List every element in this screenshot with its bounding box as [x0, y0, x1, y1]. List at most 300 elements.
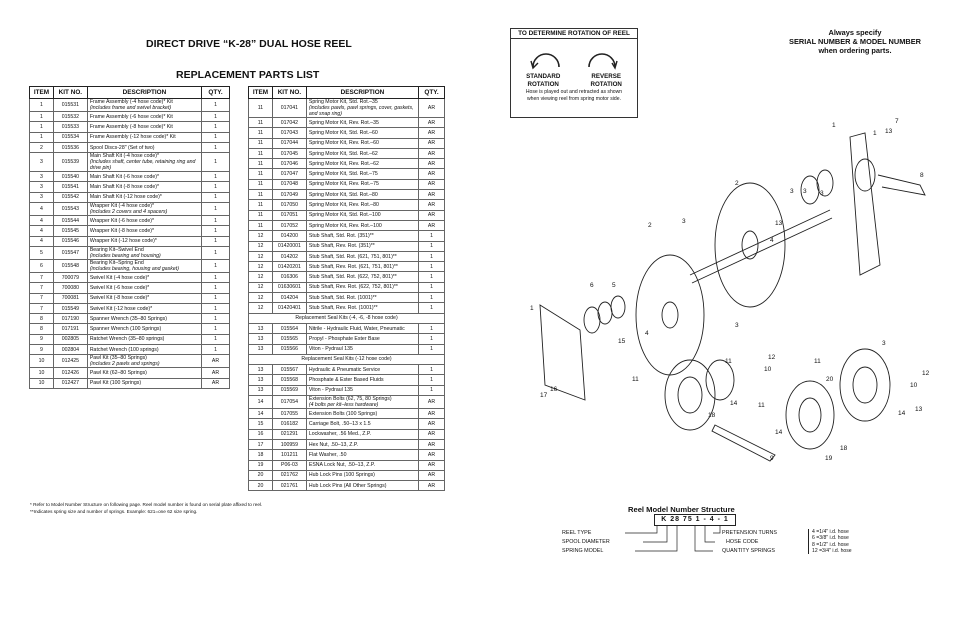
col-item: ITEM: [249, 87, 273, 99]
cell-kit: 016182: [272, 419, 306, 429]
part-callout: 9: [770, 455, 774, 462]
cell-item: 7: [30, 293, 54, 303]
cell-item: 11: [249, 210, 273, 220]
cell-kit: 101211: [272, 450, 306, 460]
table-row: [249, 396, 445, 409]
table-row: [249, 334, 445, 344]
part-callout: 14: [730, 400, 738, 407]
cell-qty: 1: [202, 142, 230, 152]
col-qty: QTY.: [419, 87, 445, 99]
cell-kit: 015564: [272, 323, 306, 333]
cell-desc: [87, 368, 201, 378]
cell-qty: AR: [202, 378, 230, 388]
cell-qty: 1: [202, 334, 230, 344]
desc-text: Spring Motor Kit, Std. Rot.–60: [308, 129, 378, 136]
cell-qty: AR: [419, 148, 445, 158]
cell-qty: AR: [202, 355, 230, 368]
desc-text: Spring Motor Kit, Std. Rot.–100: [308, 212, 381, 219]
desc-text: Ratchet Wrench (100 springs): [89, 346, 159, 353]
desc-text: Viton - Pydraul 135: [308, 387, 353, 394]
desc-subtext: (includes pawls, pawl springs, cover, gaskets, and snap ring): [308, 105, 414, 117]
table-row: [249, 344, 445, 354]
standard-rotation-label: STANDARD ROTATION: [526, 73, 561, 88]
cell-kit: 01420401: [272, 303, 306, 313]
desc-text: Spanner Wrench (35–80 Springs): [89, 315, 167, 322]
cell-item: 7: [30, 303, 54, 313]
cell-qty: 1: [202, 192, 230, 202]
cell-qty: 1: [202, 283, 230, 293]
table-row: [30, 355, 230, 368]
cell-qty: AR: [419, 118, 445, 128]
cell-item: 19: [249, 460, 273, 470]
table-row: [30, 226, 230, 236]
cell-kit: 017190: [53, 314, 87, 324]
part-callout: 13: [885, 128, 893, 135]
desc-text: Frame Assembly (-12 hose code)* Kit: [89, 134, 176, 141]
desc-text: Spring Motor Kit, Std. Rot.–62: [308, 150, 378, 157]
cell-kit: 015543: [53, 203, 87, 216]
label-quantity-springs: QUANTITY SPRINGS: [722, 548, 775, 554]
label-hose-code: HOSE CODE: [726, 539, 759, 545]
cell-qty: AR: [419, 450, 445, 460]
cell-desc: [306, 439, 418, 449]
col-item: ITEM: [30, 87, 54, 99]
cell-item: 11: [249, 118, 273, 128]
cell-item: 11: [249, 99, 273, 118]
cell-qty: AR: [419, 470, 445, 480]
table-row: [249, 409, 445, 419]
table-row: [30, 283, 230, 293]
desc-text: Stub Shaft, Std. Rot. (621, 751, 801)**: [308, 253, 397, 260]
table-row: [249, 241, 445, 251]
cell-qty: 1: [202, 122, 230, 132]
part-callout: 1: [530, 305, 534, 312]
desc-text: Hub Lock Pins (100 Springs): [308, 472, 375, 479]
label-spool-diameter: SPOOL DIAMETER: [562, 539, 610, 545]
model-structure-title: Reel Model Number Structure: [628, 505, 735, 514]
table-row: [30, 314, 230, 324]
cell-kit: 021761: [272, 481, 306, 491]
table-row: [30, 142, 230, 152]
desc-text: Swivel Kit (-8 hose code)*: [89, 295, 150, 302]
cell-desc: [87, 236, 201, 246]
cell-item: 3: [30, 172, 54, 182]
cell-item: 3: [30, 192, 54, 202]
part-callout: 3: [882, 340, 886, 347]
cell-qty: 1: [202, 203, 230, 216]
cell-kit: 01420001: [272, 241, 306, 251]
cell-item: 4: [30, 203, 54, 216]
desc-text: Stub Shaft, Rev. Rot. (622, 752, 801)**: [308, 284, 398, 291]
part-callout: 3: [803, 188, 807, 195]
cell-kit: 012427: [53, 378, 87, 388]
cell-desc: [306, 200, 418, 210]
cell-qty: 1: [202, 314, 230, 324]
table-row: [249, 169, 445, 179]
cell-kit: 015544: [53, 216, 87, 226]
part-callout: 7: [895, 118, 899, 125]
table-row: [249, 220, 445, 230]
cell-item: 5: [30, 246, 54, 259]
part-callout: 11: [758, 402, 765, 409]
cell-kit: 017054: [272, 396, 306, 409]
cell-qty: 1: [419, 385, 445, 395]
desc-text: Ratchet Wrench (35–80 springs): [89, 336, 165, 343]
cell-item: 13: [249, 385, 273, 395]
cell-qty: 1: [419, 272, 445, 282]
cell-kit: 021762: [272, 470, 306, 480]
cell-desc: [306, 159, 418, 169]
cell-kit: 015534: [53, 132, 87, 142]
cell-desc: [87, 226, 201, 236]
model-structure-leaders: [595, 525, 815, 555]
cell-item: 8: [30, 314, 54, 324]
footnote-2: **Indicates spring size and number of springs. Example: 621=one 62 size spring.: [30, 508, 198, 514]
part-callout: 4: [645, 330, 649, 337]
table-row: [249, 128, 445, 138]
cell-qty: AR: [419, 169, 445, 179]
cell-desc: [87, 334, 201, 344]
cell-qty: AR: [419, 220, 445, 230]
desc-text: Spool Discs-28" (Set of two): [89, 144, 155, 151]
page-title: DIRECT DRIVE “K-28” DUAL HOSE REEL: [146, 38, 352, 50]
part-callout: 20: [826, 376, 834, 383]
desc-subtext: (4 bolts per kit–less hardware): [308, 402, 379, 409]
part-callout: 8: [920, 172, 924, 179]
table-row: [30, 324, 230, 334]
cell-kit: 700079: [53, 272, 87, 282]
desc-text: Spring Motor Kit, Rev. Rot.–60: [308, 140, 379, 147]
cell-desc: [87, 314, 201, 324]
cell-desc: [306, 118, 418, 128]
desc-text: Stub Shaft, Rev. Rot. (351)**: [308, 243, 375, 250]
desc-text: Wrapper Kit (-6 hose code)*: [89, 217, 155, 224]
table-row: [30, 345, 230, 355]
desc-text: Swivel Kit (-6 hose code)*: [89, 284, 150, 291]
cell-kit: 014200: [272, 231, 306, 241]
table-row: [249, 439, 445, 449]
cell-kit: 100959: [272, 439, 306, 449]
table-row: [30, 203, 230, 216]
cell-item: 10: [30, 355, 54, 368]
cell-qty: 1: [202, 259, 230, 272]
part-callout: 17: [540, 392, 548, 399]
part-callout: 14: [775, 429, 783, 436]
cell-desc: [306, 241, 418, 251]
cell-desc: [306, 190, 418, 200]
part-callout: 3: [682, 218, 686, 225]
cell-item: 14: [249, 409, 273, 419]
table-row: [249, 200, 445, 210]
table-row: [30, 378, 230, 388]
spool-disc-left: [636, 255, 704, 375]
cell-qty: AR: [419, 190, 445, 200]
cell-kit: 015531: [53, 99, 87, 112]
cell-desc: [306, 231, 418, 241]
cell-kit: 017041: [272, 99, 306, 118]
cell-item: 11: [249, 169, 273, 179]
table-row: [30, 368, 230, 378]
rotation-arrows-icon: [511, 39, 637, 75]
table-row: [30, 153, 230, 172]
table-row: [249, 99, 445, 118]
cell-qty: 1: [202, 226, 230, 236]
cell-desc: [306, 396, 418, 409]
cell-desc: [306, 220, 418, 230]
cell-item: 15: [249, 419, 273, 429]
cell-qty: 1: [202, 272, 230, 282]
cell-item: 17: [249, 439, 273, 449]
cell-kit: 015539: [53, 153, 87, 172]
desc-text: Hydraulic & Pneumatic Service: [308, 366, 381, 373]
cell-item: 12: [249, 262, 273, 272]
cell-kit: 017045: [272, 148, 306, 158]
table-row: [249, 148, 445, 158]
cell-kit: 017042: [272, 118, 306, 128]
desc-subtext: (includes bearing and housing): [89, 252, 161, 259]
table-row: [249, 323, 445, 333]
desc-text: Flat Washer, .50: [308, 451, 347, 458]
cell-item: 10: [30, 378, 54, 388]
cell-item: 13: [249, 344, 273, 354]
cell-desc: [306, 450, 418, 460]
cell-kit: 015533: [53, 122, 87, 132]
table-row: [249, 251, 445, 261]
cell-desc: [87, 182, 201, 192]
cell-qty: 1: [419, 231, 445, 241]
col-qty: QTY.: [202, 87, 230, 99]
cell-qty: AR: [419, 159, 445, 169]
table-row: [249, 470, 445, 480]
cell-desc: [87, 99, 201, 112]
part-callout: 18: [708, 412, 716, 419]
cell-qty: AR: [419, 439, 445, 449]
cell-item: 6: [30, 259, 54, 272]
label-reel-type: REEL TYPE: [562, 530, 592, 536]
cell-item: 13: [249, 365, 273, 375]
label-pretension-turns: PRETENSION TURNS: [722, 530, 778, 536]
table-row: [30, 293, 230, 303]
table-row: [249, 385, 445, 395]
cell-qty: AR: [419, 128, 445, 138]
table-row: [30, 172, 230, 182]
cell-item: 9: [30, 334, 54, 344]
cell-kit: 015567: [272, 365, 306, 375]
cell-item: 4: [30, 216, 54, 226]
table-row: [249, 365, 445, 375]
part-callout: 14: [898, 410, 906, 417]
cell-item: 11: [249, 190, 273, 200]
cell-kit: 015569: [272, 385, 306, 395]
part-callout: 19: [825, 455, 833, 462]
desc-text: Carriage Bolt, .50–13 x 1.5: [308, 420, 371, 427]
cell-kit: 012426: [53, 368, 87, 378]
rotation-box: [510, 28, 638, 118]
desc-text: Spring Motor Kit, Std. Rot.–75: [308, 171, 378, 178]
cell-desc: [306, 128, 418, 138]
cell-desc: [306, 344, 418, 354]
parts-list-title: REPLACEMENT PARTS LIST: [176, 69, 320, 81]
cell-item: 12: [249, 293, 273, 303]
cell-desc: [87, 142, 201, 152]
part-callout: 3: [820, 190, 824, 197]
cell-item: 1: [30, 112, 54, 122]
cell-desc: [87, 132, 201, 142]
cell-qty: 1: [419, 375, 445, 385]
cell-desc: [87, 378, 201, 388]
cell-kit: 700080: [53, 283, 87, 293]
cell-qty: AR: [419, 409, 445, 419]
part-callout: 5: [612, 282, 616, 289]
table-row: [249, 159, 445, 169]
cell-kit: 014202: [272, 251, 306, 261]
cell-kit: 015542: [53, 192, 87, 202]
cell-desc: [306, 323, 418, 333]
cell-qty: 1: [202, 345, 230, 355]
desc-text: Viton - Pydraul 135: [308, 346, 353, 353]
table-row: [30, 334, 230, 344]
spring-motor-3: [840, 349, 890, 421]
part-callout: 2: [648, 222, 652, 229]
cell-desc: [87, 283, 201, 293]
cell-item: 13: [249, 334, 273, 344]
table-row: [249, 272, 445, 282]
cell-desc: [306, 293, 418, 303]
desc-text: Stub Shaft, Rev. Rot. (1001)**: [308, 304, 378, 311]
desc-text: Swivel Kit (-12 hose code)*: [89, 305, 153, 312]
cell-qty: AR: [419, 99, 445, 118]
table-row: [30, 122, 230, 132]
footnote-1: * Refer to Model Number Structure on following page. Reel model number is found on serial plate affixed to reel.: [30, 502, 263, 507]
desc-text: Swivel Kit (-4 hose code)*: [89, 274, 150, 281]
table-row: [249, 354, 445, 364]
desc-text: Main Shaft Kit (-6 hose code)*: [89, 173, 160, 180]
cell-desc: [306, 429, 418, 439]
cell-qty: 1: [419, 293, 445, 303]
cell-item: 1: [30, 132, 54, 142]
cell-kit: 015565: [272, 334, 306, 344]
table-row: [30, 132, 230, 142]
cell-kit: 015549: [53, 303, 87, 313]
cell-item: 3: [30, 153, 54, 172]
cell-kit: 002805: [53, 334, 87, 344]
cell-qty: 1: [202, 172, 230, 182]
cell-kit: 017043: [272, 128, 306, 138]
desc-text: Spanner Wrench (100 Springs): [89, 326, 162, 333]
table-row: [30, 99, 230, 112]
desc-text: Spring Motor Kit, Std. Rot.–80: [308, 191, 378, 198]
part-callout: 13: [775, 220, 783, 227]
desc-text: Lockwasher, .56 Med., Z.P.: [308, 431, 372, 438]
part-callout: 18: [840, 445, 848, 452]
cell-desc: [306, 148, 418, 158]
table-row: [30, 112, 230, 122]
cell-kit: 021291: [272, 429, 306, 439]
cell-qty: 1: [419, 365, 445, 375]
cell-kit: 017046: [272, 159, 306, 169]
cell-kit: 017048: [272, 179, 306, 189]
cell-kit: 002804: [53, 345, 87, 355]
table-row: [249, 460, 445, 470]
desc-text: Wrapper Kit (-12 hose code)*: [89, 238, 157, 245]
cell-qty: 1: [202, 324, 230, 334]
desc-text: Spring Motor Kit, Std. Rot.–35: [308, 99, 378, 105]
cell-qty: 1: [419, 323, 445, 333]
desc-text: Stub Shaft, Std. Rot. (351)**: [308, 232, 374, 239]
cell-desc: [87, 153, 201, 172]
cell-item: 14: [249, 396, 273, 409]
cell-qty: 1: [202, 112, 230, 122]
frame-plate-left: [540, 305, 585, 400]
cell-desc: [87, 345, 201, 355]
cell-item: 9: [30, 345, 54, 355]
cell-item: 12: [249, 282, 273, 292]
cell-kit: 015545: [53, 226, 87, 236]
exploded-parts-diagram: [520, 115, 950, 485]
cell-desc: [306, 460, 418, 470]
cell-qty: 1: [202, 99, 230, 112]
table-row: [249, 293, 445, 303]
cell-kit: 015536: [53, 142, 87, 152]
desc-text: Extension Bolts (62, 75, 80 Springs): [308, 396, 392, 403]
desc-text: Frame Assembly (-8 hose code)* Kit: [89, 123, 173, 130]
ordering-note: Always specify SERIAL NUMBER & MODEL NUMBER when ordering parts.: [789, 28, 921, 55]
part-callout: 11: [814, 358, 821, 365]
cell-qty: AR: [419, 200, 445, 210]
table-row: [249, 210, 445, 220]
cell-desc: [306, 334, 418, 344]
desc-text: Frame Assembly (-4 hose code)* Kit: [89, 99, 173, 105]
cell-kit: 015566: [272, 344, 306, 354]
part-callout: 6: [590, 282, 594, 289]
desc-text: Spring Motor Kit, Rev. Rot.–100: [308, 222, 382, 229]
cell-qty: 1: [202, 303, 230, 313]
table-row: [249, 429, 445, 439]
part-callout: 3: [790, 188, 794, 195]
part-callout: 16: [550, 386, 558, 393]
model-code: K 28 75 1 - 4 - 1: [654, 514, 736, 526]
table-row: [249, 262, 445, 272]
desc-text: Main Shaft Kit (-8 hose code)*: [89, 184, 160, 191]
parts-table-2: [248, 86, 445, 491]
desc-text: Spring Motor Kit, Rev. Rot.–62: [308, 160, 379, 167]
cell-item: 4: [30, 226, 54, 236]
cell-desc: [87, 272, 201, 282]
cell-item: 4: [30, 236, 54, 246]
desc-text: ESNA Lock Nut, .50–13, Z.P.: [308, 462, 376, 469]
parts-table-1: [29, 86, 230, 389]
col-kit: KIT NO.: [53, 87, 87, 99]
cell-desc: [306, 481, 418, 491]
desc-text: Wrapper Kit (-4 hose code)*: [89, 203, 155, 210]
cell-desc: [306, 303, 418, 313]
desc-text: Wrapper Kit (-8 hose code)*: [89, 228, 155, 235]
cell-kit: 015540: [53, 172, 87, 182]
table-row: [249, 419, 445, 429]
cell-kit: 015547: [53, 246, 87, 259]
cell-kit: 017191: [53, 324, 87, 334]
desc-text: Pawl Kit (35–80 Springs): [89, 355, 147, 362]
cell-qty: 1: [202, 216, 230, 226]
cell-desc: [306, 99, 418, 118]
cell-kit: 017052: [272, 220, 306, 230]
table-row: [30, 192, 230, 202]
desc-text: Main Shaft Kit (-12 hose code)*: [89, 194, 162, 201]
cell-item: 11: [249, 179, 273, 189]
cell-item: 7: [30, 272, 54, 282]
col-kit: KIT NO.: [272, 87, 306, 99]
cell-desc: [87, 303, 201, 313]
